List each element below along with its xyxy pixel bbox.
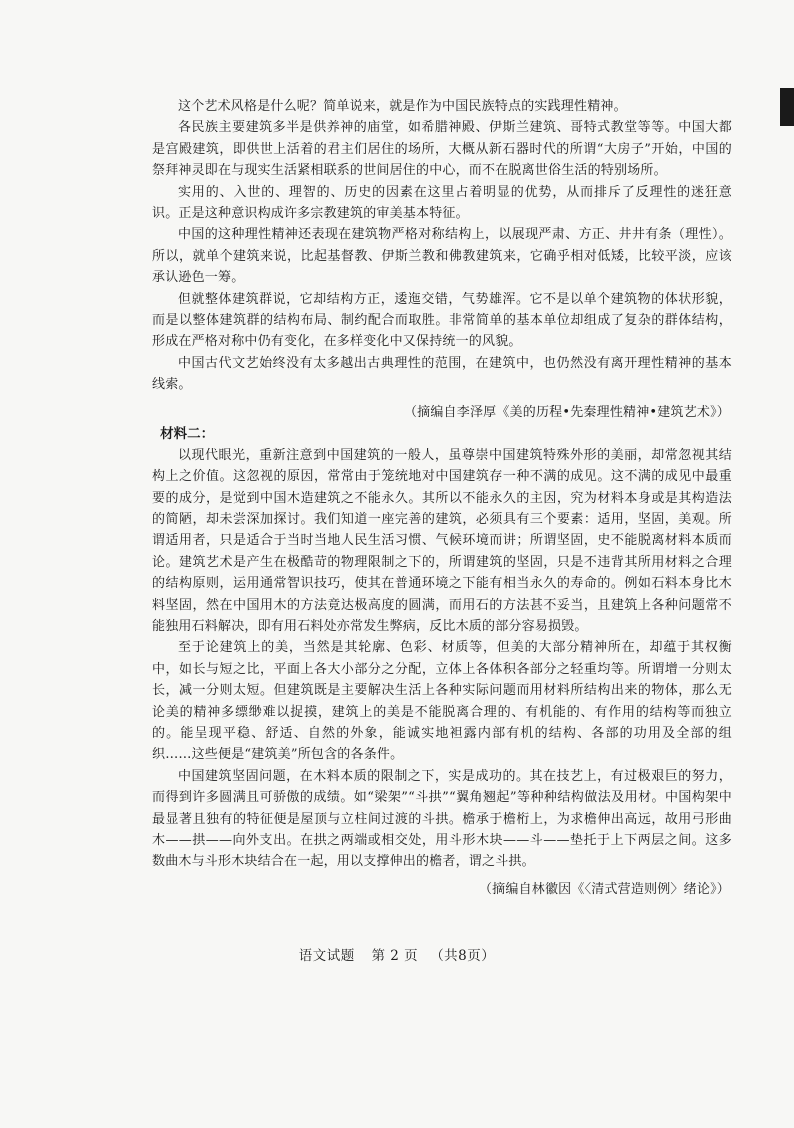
material-one-paragraph: 各民族主要建筑多半是供养神的庙堂，如希腊神殿、伊斯兰建筑、哥特式教堂等等。中国大都是宫殿建筑，即供世上活着的君主们居住的场所，大概从新石器时代的所谓“大房子”开始，中国的祭拜神灵即在与现实生活紧相联系的世间居住的中心，而不在脱离世俗生活的特别场所。: [152, 120, 732, 179]
page-edge-mark: [780, 88, 794, 126]
footer-subject: 语文试题: [298, 948, 355, 964]
material-two-paragraph: 以现代眼光，重新注意到中国建筑的一般人，虽尊崇中国建筑特殊外形的美丽，却常忽视其结构上之价值。这忽视的原因，常常由于笼统地对中国建筑存一种不满的成见。这不满的成见中最重要的成分，是觉到中国木造建筑之不能永久。其所以不能永久的主因，究为材料本身或是其构造法的简陋，却未尝深加探讨。我们知道一座完善的建筑，必须具有三个要素：适用，坚固，美观。所谓适用者，只是适合于当时当地人民生活习惯、气候环境而讲；所谓坚固，史不能脱离材料本质而论。建筑艺术是产生在极酷苛的物理限制之下的，所谓建筑的坚固，只是不违背其所用材料之合理的结构原则，运用通常智识技巧，使其在普通环境之下能有相当永久的寿命的。例如石料本身比木料坚固，然在中国用木的方法竟达极高度的圆满，而用石的方法甚不妥当，且建筑上各种问题常不能独用石料解决，即有用石料处亦常发生弊病，反比木质的部分容易损毁。: [152, 447, 732, 634]
material-one: [152, 96, 732, 423]
material-two-heading: 材料二：: [160, 425, 215, 442]
material-one-paragraph: 中国的这种理性精神还表现在建筑物严格对称结构上，以展现严肃、方正、井井有条（理性）。所以，就单个建筑来说，比起基督教、伊斯兰教和佛教建筑来，它确乎相对低矮，比较平淡，应该承认逊色一筹。: [152, 227, 732, 286]
footer-page-number: 第 2 页: [371, 948, 419, 964]
material-two: [152, 423, 732, 900]
page-content: [152, 96, 732, 900]
material-one-paragraph: 这个艺术风格是什么呢？简单说来，就是作为中国民族特点的实践理性精神。: [178, 99, 627, 114]
footer-page-total: （共8页）: [430, 948, 496, 964]
material-one-source: （摘编自李泽厚《美的历程•先秦理性精神•建筑艺术》）: [403, 404, 730, 420]
material-one-paragraph: 但就整体建筑群说，它却结构方正，逶迤交错，气势雄浑。它不是以单个建筑物的体状形貌，而是以整体建筑群的结构布局、制约配合而取胜。非常简单的基本单位却组成了复杂的群体结构，形成在严格对称中仍有变化，在多样变化中又保持统一的风貌。: [152, 291, 732, 350]
material-two-paragraph: 至于论建筑上的美，当然是其轮廓、色彩、材质等，但美的大部分精神所在，却蕴于其权衡中，如长与短之比，平面上各大小部分之分配，立体上各体积各部分之轻重均等。所谓增一分则太长，减一分则太短。但建筑既是主要解决生活上各种实际问题而用材料所结构出来的物体，那么无论美的精神多缥缈难以捉摸，建筑上的美是不能脱离合理的、有机能的、有作用的结构等而独立的。能呈现平稳、舒适、自然的外象，能诚实地袒露内部有机的结构、各部的功用及全部的组织……这些便是“建筑美”所包含的各条件。: [152, 640, 732, 763]
material-two-source: （摘编自林徽因《〈清式营造则例〉绪论》）: [478, 881, 730, 897]
material-two-paragraph: 中国建筑坚固问题，在木料本质的限制之下，实是成功的。其在技艺上，有过极艰巨的努力，而得到许多圆满且可骄傲的成绩。如“梁架”“斗拱”“翼角翘起”等种种结构做法及用材。中国构架中最显著且独有的特征便是屋顶与立柱间过渡的斗拱。檐承于檐桁上，为求檐伸出高远，故用弓形曲木——拱——向外支出。在拱之两端或相交处，用斗形木块——斗——垫托于上下两层之间。这多数曲木与斗形木块结合在一起，用以支撑伸出的檐者，谓之斗拱。: [152, 768, 732, 870]
material-one-paragraph: 中国古代文艺始终没有太多越出古典理性的范围，在建筑中，也仍然没有离开理性精神的基本线索。: [152, 355, 732, 393]
page-footer: [0, 944, 794, 964]
material-one-paragraph: 实用的、入世的、理智的、历史的因素在这里占着明显的优势，从而排斥了反理性的迷狂意识。正是这种意识构成许多宗教建筑的审美基本特征。: [152, 184, 732, 222]
